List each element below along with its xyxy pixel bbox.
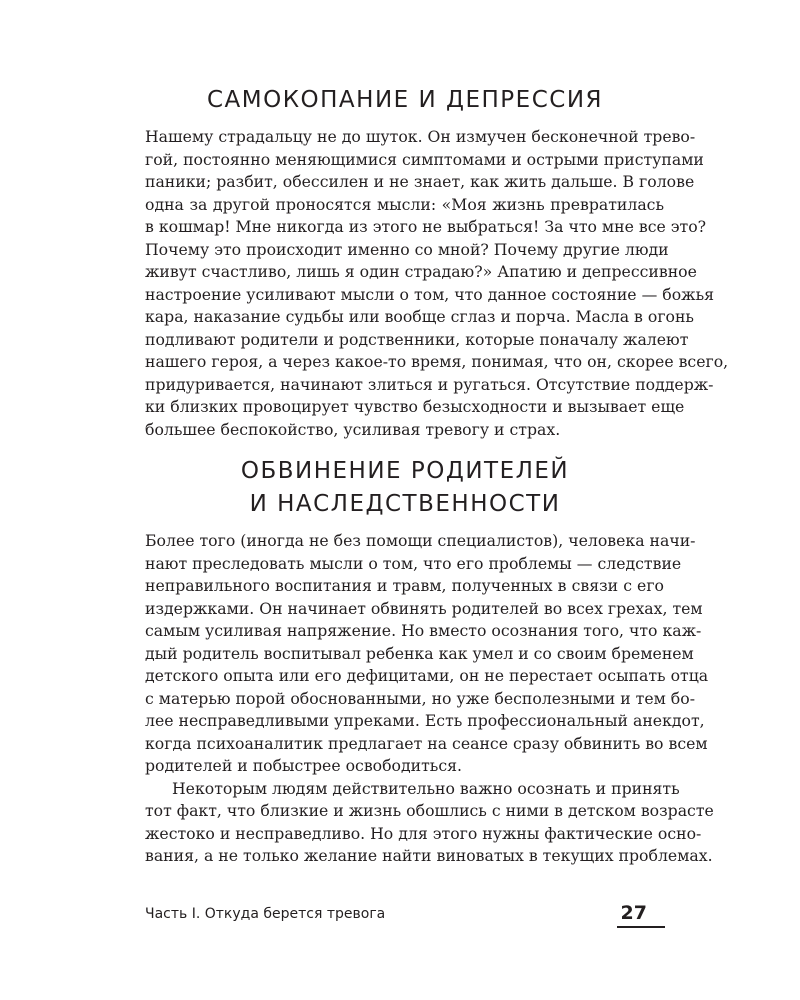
- text-line: Некоторым людям действительно важно осознать и принять: [172, 778, 680, 798]
- text-line: с матерью порой обоснованными, но уже бесполезными и тем бо-: [145, 688, 695, 708]
- text-line: кара, наказание судьбы или вообще сглаз и порча. Масла в огонь: [145, 307, 694, 326]
- text-line: придуривается, начинают злиться и ругаться. Отсутствие поддерж-: [145, 374, 714, 394]
- text-line: родителей и побыстрее освободиться.: [145, 756, 462, 775]
- text-line: нают преследовать мысли о том, что его проблемы — следствие: [145, 553, 682, 573]
- text-line: большее беспокойство, усиливая тревогу и страх.: [145, 419, 561, 439]
- text-line: живут счастливо, лишь я один страдаю?» Апатию и депрессивное: [145, 262, 697, 281]
- text-line: издержками. Он начинает обвинять родителей во всех грехах, тем: [145, 598, 703, 618]
- text-line: вания, а не только желание найти виноватых в текущих проблемах.: [145, 846, 713, 865]
- text-line: ки близких провоцирует чувство безысходности и вызывает еще: [145, 397, 685, 416]
- text-line: настроение усиливают мысли о том, что данное состояние — божья: [145, 284, 715, 304]
- text-line: жестоко и несправедливо. Но для этого нужны фактические осно-: [145, 823, 702, 843]
- section-heading-blaming-parents: [145, 455, 665, 521]
- heading-line: САМОКОПАНИЕ И ДЕПРЕССИЯ: [206, 87, 604, 113]
- paragraphs-blaming-parents: [145, 530, 714, 868]
- text-line: когда психоаналитик предлагает на сеансе сразу обвинить во всем: [145, 733, 708, 753]
- paragraph-self-digging: [145, 126, 729, 441]
- text-line: тот факт, что близкие и жизнь обошлись с ними в детском возрасте: [145, 801, 714, 820]
- running-footer: Часть I. Откуда берется тревога: [145, 906, 386, 922]
- text-line: паники; разбит, обессилен и не знает, как жить дальше. В голове: [145, 172, 695, 191]
- text-line: лее несправедливыми упреками. Есть профессиональный анекдот,: [145, 711, 705, 730]
- heading-line: ОБВИНЕНИЕ РОДИТЕЛЕЙ: [240, 458, 570, 484]
- text-line: гой, постоянно меняющимися симптомами и острыми приступами: [145, 149, 704, 169]
- text-line: Почему это происходит именно со мной? Почему другие люди: [145, 239, 669, 259]
- text-line: в кошмар! Мне никогда из этого не выбраться! За что мне все это?: [145, 217, 707, 236]
- section-heading-self-digging: [145, 84, 665, 117]
- text-line: Более того (иногда не без помощи специалистов), человека начи-: [145, 531, 696, 550]
- page-footer: [145, 902, 665, 932]
- text-line: неправильного воспитания и травм, полученных в связи с его: [145, 576, 664, 595]
- text-line: Нашему страдальцу не до шуток. Он измучен бесконечной трево-: [145, 127, 696, 146]
- text-line: подливают родители и родственники, которые поначалу жалеют: [145, 329, 689, 349]
- heading-line: И НАСЛЕДСТВЕННОСТИ: [249, 491, 561, 517]
- text-line: детского опыта или его дефицитами, он не перестает осыпать отца: [145, 666, 709, 685]
- text-line: дый родитель воспитывал ребенка как умел и со своим бременем: [145, 643, 694, 663]
- text-line: самым усиливая напряжение. Но вместо осознания того, что каж-: [145, 621, 702, 640]
- text-line: нашего героя, а через какое-то время, понимая, что он, скорее всего,: [145, 352, 729, 371]
- page-number-rule: [617, 926, 665, 928]
- page-number: 27: [620, 902, 647, 924]
- text-line: одна за другой проносятся мысли: «Моя жизнь превратилась: [145, 194, 664, 214]
